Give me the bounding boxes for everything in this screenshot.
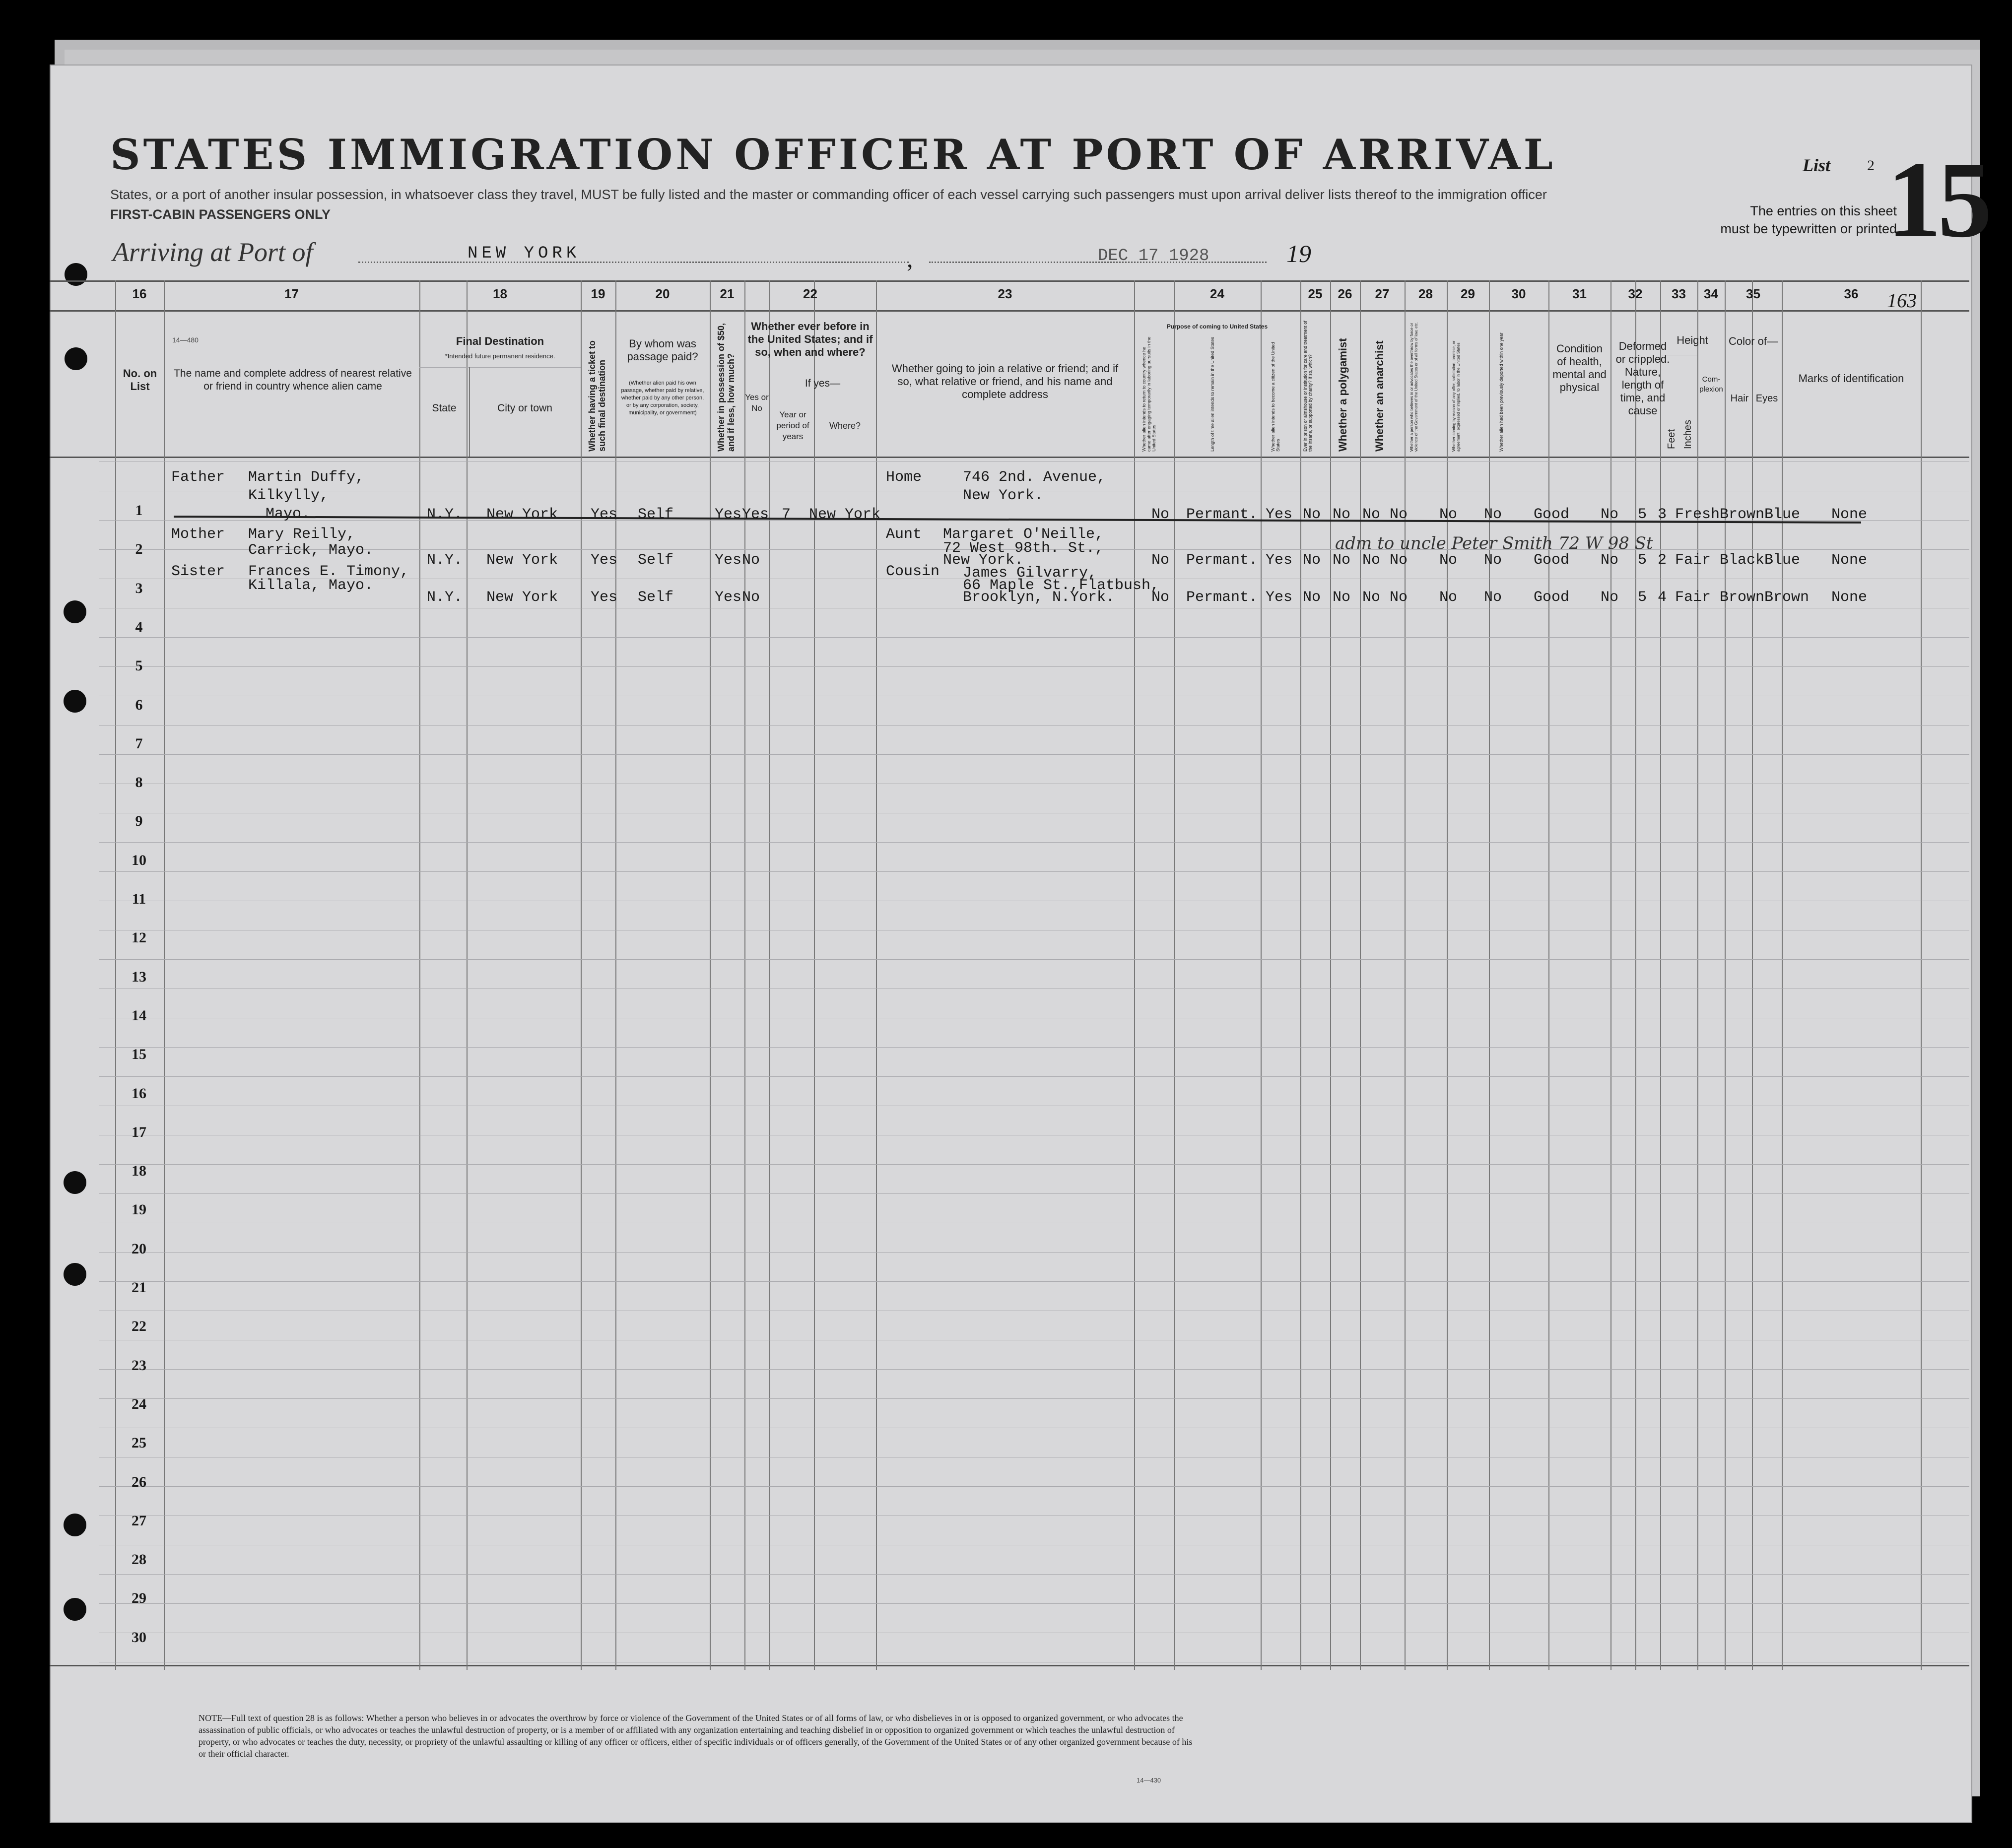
arrival-date-stamp: DEC 17 1928 — [1098, 247, 1209, 265]
entry-c24c: Yes — [1266, 506, 1293, 523]
colnum-23: 23 — [998, 286, 1012, 301]
row-rule — [99, 959, 1969, 960]
entry-state: N.Y. — [427, 552, 463, 569]
header-marks: Marks of identification — [1798, 372, 1904, 385]
row-number: 24 — [132, 1395, 146, 1412]
row-number: 10 — [132, 852, 146, 868]
row-number: 9 — [135, 813, 143, 830]
header-purpose-sub3: Whether alien intends to become a citizen of the United States — [1271, 342, 1280, 452]
entry-marks: None — [1831, 552, 1868, 569]
arriving-label: Arriving at Port of — [113, 237, 313, 267]
entry-c27: No — [1362, 589, 1381, 606]
col-divider — [1174, 280, 1175, 1670]
col-divider — [1405, 280, 1406, 1670]
header-height: Height — [1677, 334, 1708, 346]
col-divider — [1261, 280, 1262, 1670]
col-divider — [1660, 280, 1661, 1670]
header-color-of: Color of— — [1728, 335, 1778, 347]
entry-where: New York — [809, 506, 881, 523]
entry-marks: None — [1831, 506, 1868, 523]
entry-before: No — [742, 589, 760, 606]
row-number: 8 — [135, 774, 143, 791]
colnum-rule — [50, 310, 1969, 312]
row-number: 12 — [132, 929, 146, 946]
cabin-class: FIRST-CABIN PASSENGERS ONLY — [110, 207, 331, 222]
col-divider — [1635, 280, 1636, 1670]
entry-c25: No — [1303, 589, 1321, 606]
row-number: 13 — [132, 968, 146, 985]
row-rule — [99, 842, 1969, 843]
col-divider — [1134, 280, 1135, 1670]
row-number: 1 — [135, 502, 143, 519]
entry-c24a: No — [1151, 589, 1170, 606]
row-rule — [99, 637, 1969, 638]
row-number: 29 — [132, 1590, 146, 1607]
handwritten-annotation: adm to uncle Peter Smith 72 W 98 St — [1335, 533, 1653, 553]
col-divider — [581, 280, 582, 1670]
row-number: 11 — [132, 891, 146, 907]
entry-inches: 4 — [1658, 589, 1667, 606]
col-divider — [1300, 280, 1301, 1670]
col-divider — [876, 280, 877, 1670]
header-before-in-us: Whether ever before in the United States; and if so, when and where? — [747, 320, 873, 358]
header-year-period: Year or period of years — [776, 410, 809, 441]
entry-eyes: Blue — [1764, 506, 1801, 523]
row-number: 22 — [132, 1318, 146, 1335]
header-health: Condition of health, mental and physical — [1552, 342, 1607, 394]
entry-c30: No — [1484, 506, 1502, 523]
header-final-destination-note: *Intended future permanent residence. — [445, 352, 555, 360]
entry-join-address: Brooklyn, N.York. — [963, 589, 1115, 606]
entry-join-address: Margaret O'Neille, — [943, 526, 1104, 543]
colnum-29: 29 — [1461, 286, 1475, 301]
entry-state: N.Y. — [427, 506, 463, 523]
state-city-divider — [469, 367, 470, 457]
entry-relative-address: Killala, Mayo. — [248, 577, 374, 594]
entry-city: New York — [486, 552, 558, 569]
col-divider — [1697, 280, 1698, 1670]
entry-c26: No — [1333, 506, 1351, 523]
header-where: Where? — [829, 421, 861, 431]
header-nearest-relative: The name and complete address of nearest relative or friend in country whence alien came — [174, 368, 412, 392]
colnum-33: 33 — [1672, 286, 1686, 301]
table-bottom-rule — [50, 1665, 1969, 1666]
header-purpose: Purpose of coming to United States — [1166, 323, 1268, 330]
entry-health: Good — [1534, 552, 1570, 569]
header-polygamist: Whether a polygamist — [1337, 338, 1349, 452]
entry-join-address: 746 2nd. Avenue, — [963, 469, 1106, 486]
colnum-18: 18 — [493, 286, 507, 301]
entry-ticket: Yes — [591, 589, 618, 606]
entry-paid-by: Self — [638, 552, 674, 569]
row-number: 2 — [135, 541, 143, 558]
page-title: STATES IMMIGRATION OFFICER AT PORT OF ARRIVAL — [110, 130, 1556, 179]
header-feet: Feet — [1666, 429, 1677, 449]
entry-c26: No — [1333, 589, 1351, 606]
colnum-16: 16 — [132, 286, 147, 301]
entry-paid-by: Self — [638, 506, 674, 523]
colnum-19: 19 — [591, 286, 605, 301]
entry-feet: 5 — [1638, 552, 1647, 569]
col-divider — [615, 280, 616, 1670]
entry-relative-name: Mary Reilly, — [248, 526, 356, 543]
entry-state: N.Y. — [427, 589, 463, 606]
entry-join-address: James Gilvarry, — [963, 565, 1097, 582]
colnum-31: 31 — [1572, 286, 1587, 301]
colnum-32: 32 — [1628, 286, 1643, 301]
entry-relation: Sister — [171, 563, 225, 580]
entry-relative-address: Carrick, Mayo. — [248, 542, 374, 559]
entry-c25: No — [1303, 552, 1321, 569]
entry-join-relation: Home — [886, 469, 922, 486]
row-number: 16 — [132, 1085, 146, 1102]
entry-c24a: No — [1151, 506, 1170, 523]
entry-c29: No — [1439, 506, 1458, 523]
entry-marks: None — [1831, 589, 1868, 606]
entry-deformed: No — [1601, 506, 1619, 523]
entry-possession: Yes — [715, 552, 742, 569]
header-prison: Ever in prison or almshouse or institution for care and treatment of the insane, or supported by charity? If so, which? — [1303, 321, 1313, 452]
row-rule — [99, 1164, 1969, 1165]
year-label: 19 — [1286, 240, 1311, 267]
row-number: 3 — [135, 580, 143, 596]
entry-paid-by: Self — [638, 589, 674, 606]
row-rule — [99, 666, 1969, 667]
col-divider — [1610, 280, 1611, 1670]
entry-relative-address: Kilkylly, — [248, 487, 329, 504]
header-possession: Whether in possession of $50, and if less, how much? — [716, 323, 736, 452]
row-rule — [99, 871, 1969, 872]
entry-c27: No — [1362, 552, 1381, 569]
list-number: 2 — [1867, 157, 1875, 174]
footnote-form-code: 14—430 — [1137, 1777, 1161, 1784]
entry-c24c: Yes — [1266, 589, 1293, 606]
header-question-28: Whether a person who believes in or advocates the overthrow by force or violence of the Government of the United States or of all forms of law, etc. — [1409, 322, 1418, 452]
row-number: 25 — [132, 1435, 146, 1452]
entry-join-address: 72 West 98th. St., — [943, 540, 1104, 557]
entry-relation: Father — [171, 469, 225, 486]
colnum-30: 30 — [1511, 286, 1526, 301]
row-number: 17 — [132, 1123, 146, 1140]
col-divider — [1548, 280, 1549, 1670]
entry-ticket: Yes — [591, 552, 618, 569]
port-dotted-line — [358, 262, 909, 263]
entry-inches: 3 — [1658, 506, 1667, 523]
entry-complexion: Fair — [1675, 552, 1711, 569]
header-joining: Whether going to join a relative or friend; and if so, what relative or friend, and his name and complete address — [891, 362, 1119, 400]
col-divider — [1725, 280, 1726, 1670]
entry-c26: No — [1333, 552, 1351, 569]
col-divider — [1360, 280, 1361, 1670]
header-bottom-rule — [50, 457, 1969, 458]
row-rule — [99, 1252, 1969, 1253]
row-number: 30 — [132, 1629, 146, 1646]
header-state: State — [432, 402, 457, 414]
header-complexion: Com-plexion — [1699, 375, 1723, 394]
col-divider — [1921, 280, 1922, 1670]
row-number: 19 — [132, 1201, 146, 1218]
entry-join-address: 66 Maple St.,Flatbush, — [963, 577, 1160, 594]
row-rule — [99, 754, 1969, 755]
entry-relative-address: Mayo. — [266, 506, 311, 523]
entry-city: New York — [486, 589, 558, 606]
entry-before: No — [742, 552, 760, 569]
row-rule — [99, 1369, 1969, 1370]
row-rule — [99, 1398, 1969, 1399]
header-purpose-sub2: Length of time alien intends to remain in the United States — [1210, 336, 1215, 452]
entry-deformed: No — [1601, 552, 1619, 569]
entry-relative-name: Frances E. Timony, — [248, 563, 409, 580]
col-divider — [744, 280, 745, 1670]
row-number: 20 — [132, 1240, 146, 1257]
header-if-yes: If yes— — [805, 378, 841, 389]
entry-deformed: No — [1601, 589, 1619, 606]
port-name: NEW YORK — [468, 244, 581, 263]
list-label: List — [1803, 155, 1831, 175]
final-dest-subrule — [419, 367, 581, 368]
header-hair: Hair — [1730, 393, 1749, 404]
row-number: 5 — [135, 658, 143, 674]
table-top-rule — [50, 280, 1969, 282]
row-rule — [99, 1603, 1969, 1604]
col-divider — [164, 280, 165, 1670]
entry-eyes: Blue — [1764, 552, 1801, 569]
col-divider — [419, 280, 420, 1670]
entry-join-relation: Aunt — [886, 526, 922, 543]
row-rule — [99, 1193, 1969, 1194]
colnum-20: 20 — [655, 286, 670, 301]
colnum-25: 25 — [1308, 286, 1323, 301]
entry-complexion: Fair — [1675, 589, 1711, 606]
row-number: 6 — [135, 696, 143, 713]
header-deported: Whether alien had been previously deported within one year — [1499, 332, 1504, 452]
colnum-24: 24 — [1210, 286, 1224, 301]
header-purpose-sub1: Whether alien intends to return to country whence he came after engaging temporarily in laboring pursuits in the United States — [1141, 336, 1156, 452]
entry-c29: No — [1439, 589, 1458, 606]
entry-c24b: Permant. — [1186, 506, 1258, 523]
entry-c24b: Permant. — [1186, 589, 1258, 606]
colnum-35: 35 — [1746, 286, 1760, 301]
colnum-22: 22 — [803, 286, 817, 301]
entry-feet: 5 — [1638, 506, 1647, 523]
entry-years: 7 — [782, 506, 791, 523]
colnum-28: 28 — [1418, 286, 1433, 301]
comma-separator: , — [907, 245, 913, 272]
row-number: 26 — [132, 1473, 146, 1490]
entry-c24a: No — [1151, 552, 1170, 569]
col-divider — [115, 280, 116, 1670]
row-rule — [99, 1047, 1969, 1048]
entry-complexion: Fresh — [1675, 506, 1720, 523]
entry-before: Yes — [742, 506, 769, 523]
row-number: 14 — [132, 1007, 146, 1024]
sheet-number: 163 — [1887, 289, 1917, 312]
colnum-21: 21 — [720, 286, 735, 301]
typewritten-note: The entries on this sheet must be typewritten or printed — [1720, 203, 1897, 236]
col-divider — [1447, 280, 1448, 1670]
header-passage-note: (Whether alien paid his own passage, whether paid by relative, whether paid by any other person, or by any corporation, society, municipality, or government) — [621, 380, 704, 416]
entry-ticket: Yes — [591, 506, 618, 523]
col-divider — [1752, 280, 1753, 1670]
entry-join-relation: Cousin — [886, 563, 940, 580]
entry-relation: Mother — [171, 526, 225, 543]
entry-health: Good — [1534, 506, 1570, 523]
colnum-17: 17 — [284, 286, 299, 301]
entry-possession: Yes — [715, 506, 742, 523]
col-divider — [1330, 280, 1331, 1670]
row-rule — [99, 1574, 1969, 1575]
row-number: 15 — [132, 1046, 146, 1063]
col-divider — [1489, 280, 1490, 1670]
entry-inches: 2 — [1658, 552, 1667, 569]
entry-hair: Brown — [1720, 506, 1765, 523]
form-code: 14—480 — [172, 336, 199, 344]
entry-hair: Brown — [1720, 589, 1765, 606]
col-divider — [710, 280, 711, 1670]
row-rule — [99, 1486, 1969, 1487]
entry-join-address: New York. — [943, 552, 1024, 569]
entry-c25: No — [1303, 506, 1321, 523]
row-number: 21 — [132, 1279, 146, 1296]
colnum-26: 26 — [1338, 286, 1352, 301]
header-yes-or-no: Yes or No — [745, 393, 769, 413]
header-anarchist: Whether an anarchist — [1373, 340, 1386, 452]
row-number: 28 — [132, 1551, 146, 1568]
row-rule — [99, 1281, 1969, 1282]
entry-c29: No — [1439, 552, 1458, 569]
col-divider — [467, 280, 468, 1670]
entry-c28: No — [1390, 552, 1408, 569]
row-rule — [99, 725, 1969, 726]
header-ticket: Whether having a ticket to such final destination — [587, 340, 607, 452]
entry-hair: Black — [1720, 552, 1765, 569]
entry-possession: Yes — [715, 589, 742, 606]
header-question-29: Whether coming by reason of any offer, solicitation, promise, or agreement, expressed or implied, to labor in the United States — [1452, 340, 1461, 452]
entry-join-address: New York. — [963, 487, 1044, 504]
colnum-36: 36 — [1844, 286, 1859, 301]
colnum-34: 34 — [1704, 286, 1718, 301]
entry-c30: No — [1484, 589, 1502, 606]
colnum-27: 27 — [1375, 286, 1390, 301]
header-passage: By whom was passage paid? — [627, 337, 698, 363]
spacer — [769, 280, 770, 1670]
header-no-on-list: No. on List — [123, 367, 157, 393]
row-number: 27 — [132, 1512, 146, 1529]
row-number: 7 — [135, 735, 143, 752]
row-number: 23 — [132, 1357, 146, 1374]
entry-health: Good — [1534, 589, 1570, 606]
entry-c24b: Permant. — [1186, 552, 1258, 569]
header-eyes: Eyes — [1755, 393, 1778, 404]
entry-eyes: Brown — [1764, 589, 1810, 606]
entry-feet: 5 — [1638, 589, 1647, 606]
col-divider — [814, 280, 815, 1670]
page-subtitle: States, or a port of another insular possession, in whatsoever class they travel, MUST be fully listed and the master or commanding officer of each vessel carrying such passengers must upon arrival deliver lists thereof to the immigration officer — [110, 187, 1547, 202]
header-city: City or town — [497, 402, 552, 414]
row-rule — [99, 1076, 1969, 1077]
entry-city: New York — [486, 506, 558, 523]
entry-c24c: Yes — [1266, 552, 1293, 569]
page-number-stamp: 15 — [1887, 139, 1988, 260]
col-divider — [1782, 280, 1783, 1670]
header-final-destination: Final Destination — [456, 335, 544, 347]
entry-relative-name: Martin Duffy, — [248, 469, 365, 486]
row-number: 18 — [132, 1163, 146, 1180]
row-number: 4 — [135, 618, 143, 635]
entry-c27: No — [1362, 506, 1381, 523]
header-inches: Inches — [1682, 420, 1693, 449]
entry-c28: No — [1390, 589, 1408, 606]
entry-c30: No — [1484, 552, 1502, 569]
header-deformed: Deformed or crippled. Nature, length of time, and cause — [1615, 340, 1670, 417]
footnote-question-28: NOTE—Full text of question 28 is as follows: Whether a person who believes in or advocates the overthrow by force or violence of the Government of the United States or of all forms of law, or who disbelieves in or is opposed to organized government, or who advocates the assassination of public officials, or who advocates or teaches the unlawful destruction of property, or is a member of or affiliated with any organization entertaining and teaching disbelief in or opposition to organized government or which teaches the unlawful destruction of property, or who advocates or teaches the duty, necessity, or propriety of the unlawful assaulting or killing of any officer or officers, either of specific individuals or of officers generally, of the Government of the United States or of any other organized government because of his or their official character. — [199, 1713, 1193, 1759]
entry-c28: No — [1390, 506, 1408, 523]
